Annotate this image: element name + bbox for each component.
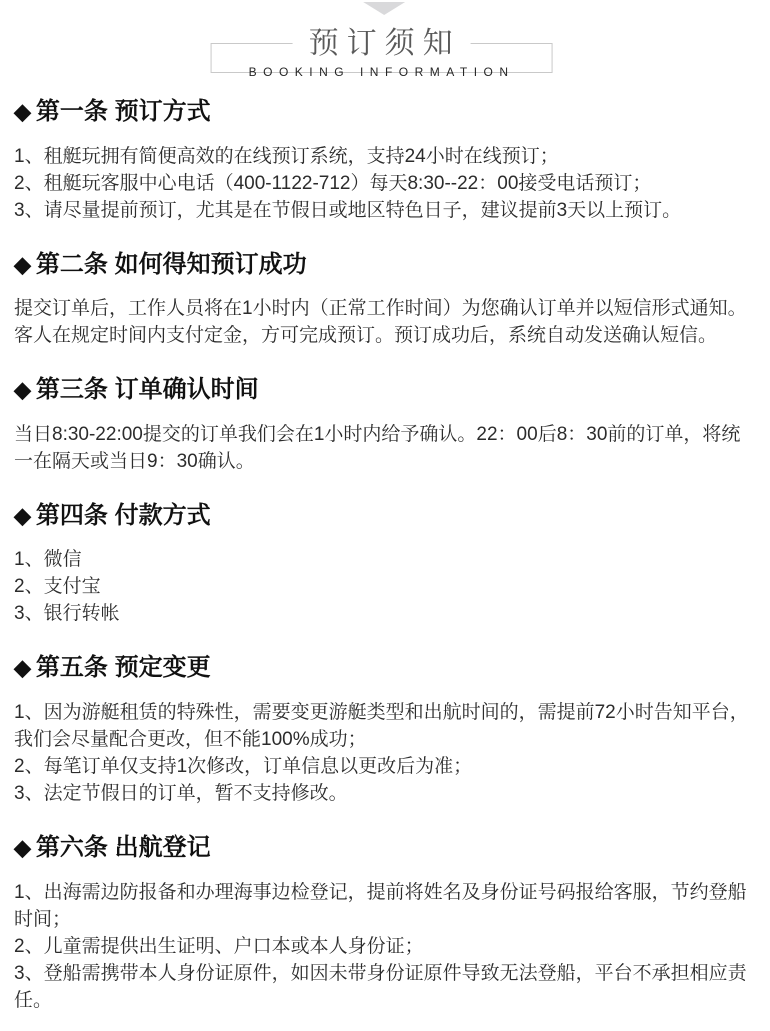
list-item: 2、支付宝 <box>14 576 101 598</box>
section-heading-label: 第三条 订单确认时间 <box>35 376 259 404</box>
page-subtitle: BOOKING INFORMATION <box>248 65 515 79</box>
section-heading-label: 第六条 出航登记 <box>35 833 211 861</box>
section-body <box>14 879 756 1014</box>
section-heading <box>14 251 756 279</box>
diamond-icon: ◆ <box>14 251 31 277</box>
page-title: 预订须知 <box>293 29 471 59</box>
list-item: 3、法定节假日的订单，暂不支持修改。 <box>14 782 348 804</box>
section-heading <box>14 654 756 682</box>
diamond-icon: ◆ <box>14 377 31 403</box>
list-item: 1、租艇玩拥有简便高效的在线预订系统，支持24小时在线预订； <box>14 145 559 167</box>
section-heading <box>14 98 756 126</box>
list-item: 1、出海需边防报备和办理海事边检登记，提前将姓名及身份证号码报给客服，节约登船时间； <box>14 881 747 930</box>
section-heading <box>14 376 756 404</box>
section-booking-method <box>14 98 756 224</box>
list-item: 2、租艇玩客服中心电话（400-1122-712）每天8:30--22：00接受电话预订； <box>14 172 652 194</box>
section-body <box>14 421 756 475</box>
diamond-icon: ◆ <box>14 99 31 124</box>
diamond-icon: ◆ <box>14 655 31 681</box>
section-heading <box>14 502 756 530</box>
section-body <box>14 295 756 349</box>
section-booking-change <box>14 654 756 807</box>
section-order-confirm-time <box>14 376 756 475</box>
section-body <box>14 699 756 807</box>
section-body <box>14 546 756 627</box>
section-heading-label: 第五条 预定变更 <box>35 654 211 682</box>
diamond-icon: ◆ <box>14 834 31 860</box>
section-booking-confirmation <box>14 251 756 350</box>
section-heading-label: 第二条 如何得知预订成功 <box>35 250 307 278</box>
diamond-icon: ◆ <box>14 502 31 528</box>
list-item: 3、银行转帐 <box>14 603 120 625</box>
list-item: 1、因为游艇租赁的特殊性，需要变更游艇类型和出航时间的，需提前72小时告知平台，我们会尽量配合更改，但不能100%成功； <box>14 701 749 750</box>
section-departure-registration <box>14 834 756 1014</box>
section-payment-method <box>14 502 756 628</box>
list-item: 2、儿童需提供出生证明、户口本或本人身份证； <box>14 935 424 957</box>
list-item: 3、请尽量提前预订，尤其是在节假日或地区特色日子，建议提前3天以上预订。 <box>14 199 682 221</box>
list-item: 2、每笔订单仅支持1次修改，订单信息以更改后为准； <box>14 755 473 777</box>
list-item: 1、微信 <box>14 549 82 571</box>
section-heading-label: 第四条 付款方式 <box>35 501 211 529</box>
section-heading-label: 第一条 预订方式 <box>35 98 211 125</box>
section-body <box>14 143 756 224</box>
page-header <box>0 0 770 77</box>
section-heading <box>14 834 756 862</box>
title-box <box>211 27 553 79</box>
list-item: 3、登船需携带本人身份证原件，如因未带身份证原件导致无法登船，平台不承担相应责任。 <box>14 962 747 1011</box>
section-paragraph: 当日8:30-22:00提交的订单我们会在1小时内给予确认。22：00后8：30前的订单，将统一在隔天或当日9：30确认。 <box>14 423 741 472</box>
section-paragraph: 提交订单后，工作人员将在1小时内（正常工作时间）为您确认订单并以短信形式通知。客人在规定时间内支付定金，方可完成预订。预订成功后，系统自动发送确认短信。 <box>14 298 747 347</box>
triangle-down-icon <box>363 2 405 15</box>
